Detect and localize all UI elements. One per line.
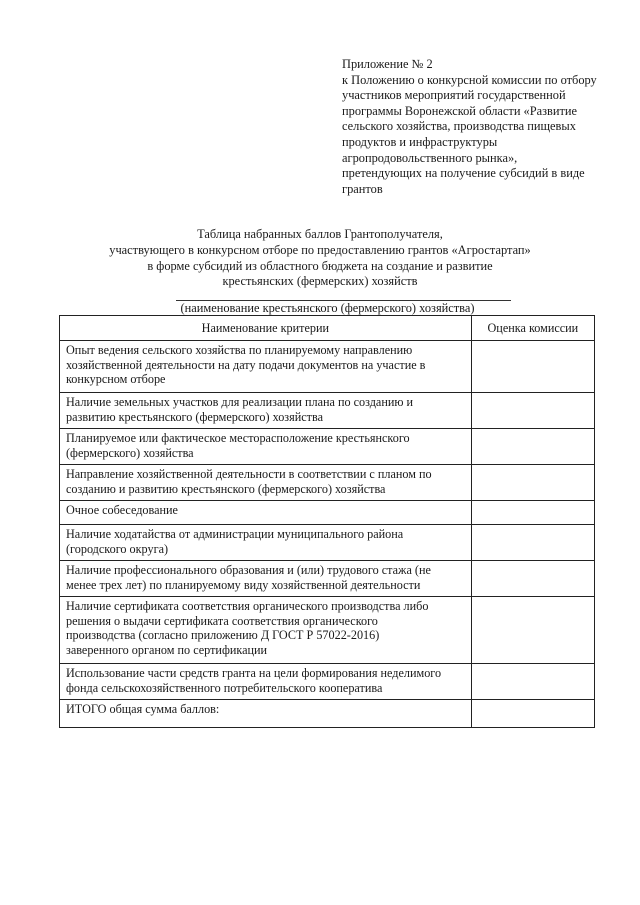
- title-line: в форме субсидий из областного бюджета на создание и развитие: [147, 258, 493, 273]
- criterion-text-line: Опыт ведения сельского хозяйства по планируемому направлению: [66, 343, 413, 357]
- appendix-line: программы Воронежской области «Развитие: [342, 103, 578, 118]
- score-cell[interactable]: [471, 501, 594, 525]
- document-title: [60, 227, 580, 290]
- score-cell[interactable]: [471, 393, 594, 429]
- score-column-header: Оценка комиссии: [471, 316, 594, 341]
- table-header-row: [60, 316, 595, 341]
- appendix-line: претендующих на получение субсидий в виде: [342, 166, 585, 181]
- score-cell[interactable]: [471, 597, 594, 664]
- criterion-cell: [60, 501, 472, 525]
- criterion-text-line: Наличие сертификата соответствия органического производства либо: [66, 599, 429, 613]
- criterion-text-line: Наличие земельных участков для реализации плана по созданию и: [66, 395, 414, 409]
- criterion-text-line: Направление хозяйственной деятельности в соответствии с планом по: [66, 467, 432, 481]
- criterion-cell: [60, 664, 472, 700]
- table-row: [60, 561, 595, 597]
- criterion-text-line: созданию и развитию крестьянского (фермерского) хозяйства: [66, 481, 386, 496]
- table-row: [60, 501, 595, 525]
- criterion-text-line: конкурсном отборе: [66, 372, 166, 387]
- criterion-text-line: фонда сельскохозяйственного потребительского кооператива: [66, 680, 383, 695]
- appendix-line: участников мероприятий государственной: [342, 88, 566, 103]
- score-cell[interactable]: [471, 341, 594, 393]
- criterion-cell: [60, 341, 472, 393]
- table-row: [60, 465, 595, 501]
- criterion-cell: [60, 393, 472, 429]
- table-row: [60, 341, 595, 393]
- table-row: [60, 664, 595, 700]
- criterion-text-line: развитию крестьянского (фермерского) хозяйства: [66, 409, 323, 424]
- criterion-text-line: хозяйственной деятельности на дату подачи документов на участие в: [66, 357, 426, 372]
- table-row: [60, 597, 595, 664]
- title-line: крестьянских (фермерских) хозяйств: [222, 274, 418, 289]
- criterion-text-line: Очное собеседование: [66, 503, 178, 517]
- criterion-text-line: (городского округа): [66, 541, 169, 556]
- criterion-text-line: Наличие профессионального образования и (или) трудового стажа (не: [66, 563, 431, 577]
- appendix-line: Приложение № 2: [342, 57, 433, 71]
- score-cell[interactable]: [471, 525, 594, 561]
- appendix-block: [342, 57, 627, 197]
- criterion-text-line: (фермерского) хозяйства: [66, 445, 194, 460]
- criterion-text-line: менее трех лет) по планируемому виду хозяйственной деятельности: [66, 577, 421, 592]
- score-cell[interactable]: [471, 700, 594, 728]
- appendix-line: сельского хозяйства, производства пищевых: [342, 119, 576, 134]
- criterion-cell: [60, 429, 472, 465]
- criterion-cell: [60, 700, 472, 728]
- score-cell[interactable]: [471, 429, 594, 465]
- score-cell[interactable]: [471, 465, 594, 501]
- org-name-caption: (наименование крестьянского (фермерского) хозяйства): [180, 301, 475, 315]
- criterion-cell: [60, 525, 472, 561]
- criterion-text-line: решения о выдачи сертификата соответствия органического: [66, 613, 378, 628]
- title-line: Таблица набранных баллов Грантополучателя,: [197, 227, 443, 241]
- criterion-text-line: Использование части средств гранта на цели формирования неделимого: [66, 666, 442, 680]
- appendix-line: к Положению о конкурсной комиссии по отбору: [342, 72, 597, 87]
- criterion-text-line: Наличие ходатайства от администрации муниципального района: [66, 527, 404, 541]
- table-row: [60, 393, 595, 429]
- criterion-text-line: Планируемое или фактическое месторасположение крестьянского: [66, 431, 410, 445]
- appendix-line: продуктов и инфраструктуры: [342, 134, 498, 149]
- criteria-table-body: [60, 341, 595, 728]
- criterion-cell: [60, 597, 472, 664]
- table-row: [60, 525, 595, 561]
- score-cell[interactable]: [471, 664, 594, 700]
- criterion-text-line: ИТОГО общая сумма баллов:: [66, 702, 220, 716]
- criteria-column-header: Наименование критерии: [60, 316, 472, 341]
- appendix-line: агропродовольственного рынка»,: [342, 150, 518, 165]
- table-row: [60, 700, 595, 728]
- score-cell[interactable]: [471, 561, 594, 597]
- criteria-table: [59, 315, 595, 728]
- table-row: [60, 429, 595, 465]
- criterion-text-line: производства (согласно приложению Д ГОСТ Р 57022-2016): [66, 628, 380, 643]
- criterion-cell: [60, 561, 472, 597]
- title-line: участвующего в конкурсном отборе по предоставлению грантов «Агростартап»: [109, 242, 531, 257]
- criterion-text-line: заверенного органом по сертификации: [66, 642, 268, 657]
- appendix-line: грантов: [342, 181, 383, 196]
- criterion-cell: [60, 465, 472, 501]
